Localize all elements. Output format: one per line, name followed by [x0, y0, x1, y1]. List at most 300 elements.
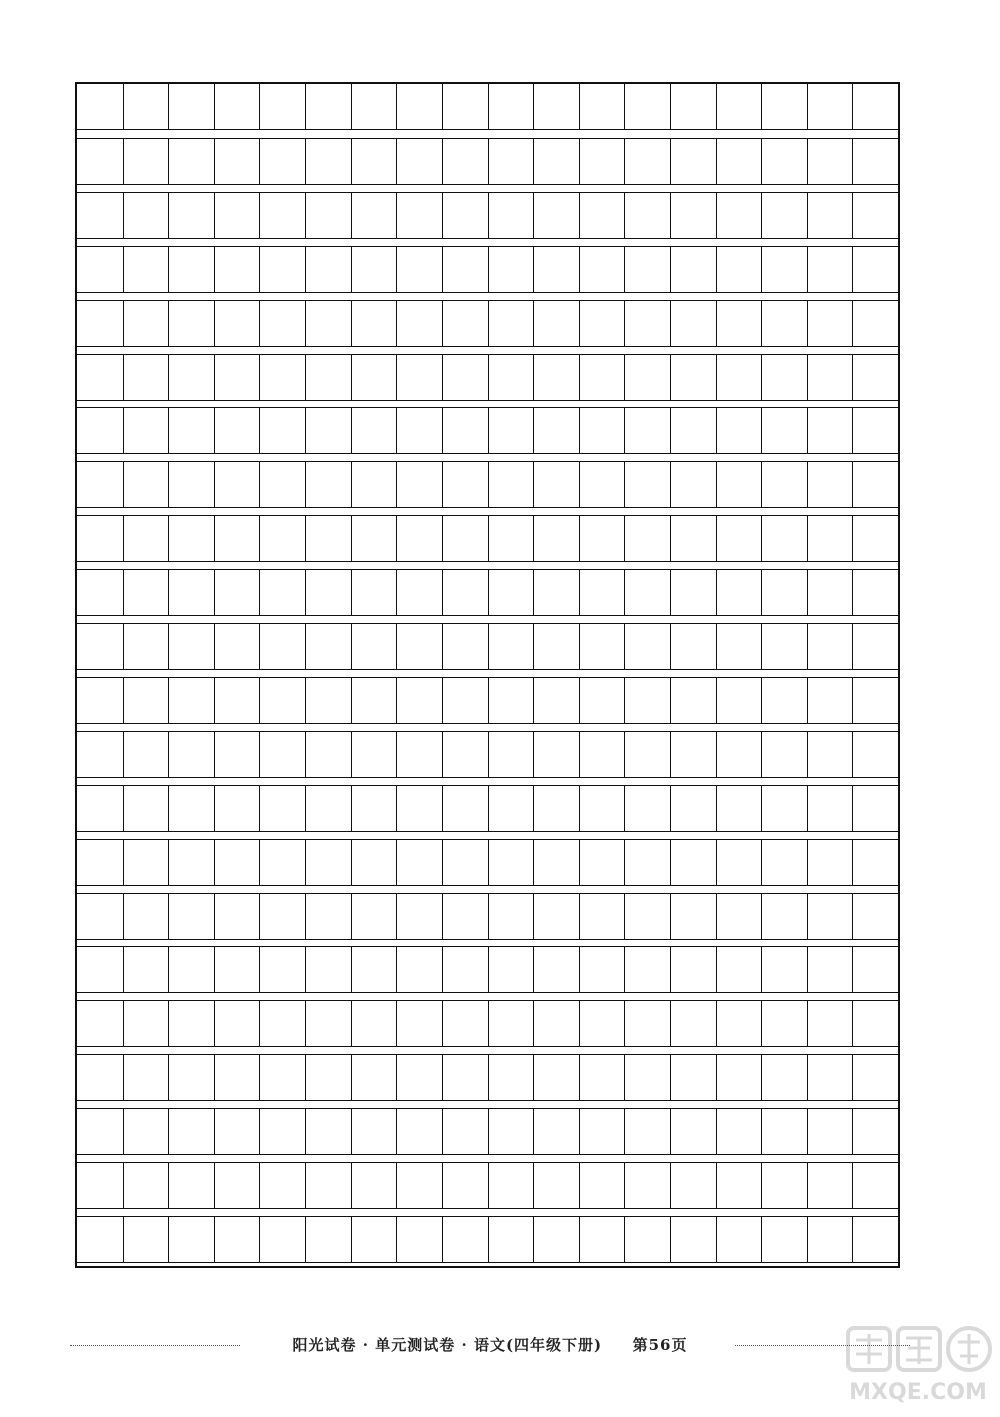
grid-cell [579, 1163, 580, 1208]
grid-cell [852, 624, 853, 669]
grid-cell [807, 1217, 808, 1262]
grid-cell [442, 732, 443, 777]
grid-cell [579, 947, 580, 992]
grid-cell [214, 355, 215, 400]
footer-text [70, 1334, 910, 1355]
grid-cell [670, 408, 671, 453]
grid-cell [168, 193, 169, 238]
grid-row [77, 677, 898, 724]
grid-cell [259, 1055, 260, 1100]
grid-cell [442, 947, 443, 992]
grid-cell [488, 139, 489, 184]
grid-cell [807, 1109, 808, 1154]
grid-cell [807, 732, 808, 777]
grid-cell [396, 894, 397, 939]
grid-cell [351, 139, 352, 184]
grid-cell [168, 678, 169, 723]
grid-cell [533, 1163, 534, 1208]
grid-cell [259, 355, 260, 400]
grid-cell [852, 1109, 853, 1154]
grid-cell [807, 894, 808, 939]
grid-cell [488, 247, 489, 292]
grid-cell [305, 1217, 306, 1262]
grid-cell [624, 408, 625, 453]
grid-cell [670, 1055, 671, 1100]
grid-row [77, 569, 898, 616]
grid-cell [761, 1217, 762, 1262]
grid-cell [624, 193, 625, 238]
grid-cell [259, 1217, 260, 1262]
grid-cell [533, 1055, 534, 1100]
grid-cell [259, 678, 260, 723]
grid-cell [807, 139, 808, 184]
grid-cell [396, 570, 397, 615]
grid-cell [168, 301, 169, 346]
grid-cell [214, 570, 215, 615]
grid-cell [123, 301, 124, 346]
grid-cell [670, 894, 671, 939]
grid-row [77, 300, 898, 347]
grid-row [77, 138, 898, 185]
grid-cell [852, 84, 853, 129]
grid-cell [716, 1055, 717, 1100]
watermark-text: MXQE.COM [849, 1380, 987, 1405]
grid-cell [624, 462, 625, 507]
grid-cell [259, 894, 260, 939]
grid-cell [807, 947, 808, 992]
grid-cell [396, 516, 397, 561]
grid-cell [305, 947, 306, 992]
grid-cell [488, 894, 489, 939]
grid-cell [442, 247, 443, 292]
grid-cell [488, 840, 489, 885]
grid-cell [305, 462, 306, 507]
grid-cell [259, 732, 260, 777]
grid-cell [305, 84, 306, 129]
grid-cell [716, 84, 717, 129]
grid-cell [442, 516, 443, 561]
grid-cell [351, 570, 352, 615]
grid-cell [761, 624, 762, 669]
grid-cell [442, 1217, 443, 1262]
grid-cell [396, 462, 397, 507]
grid-cell [214, 462, 215, 507]
grid-cell [488, 1001, 489, 1046]
grid-cell [259, 247, 260, 292]
grid-cell [396, 732, 397, 777]
grid-cell [123, 1163, 124, 1208]
grid-cell [488, 462, 489, 507]
grid-cell [396, 1109, 397, 1154]
grid-cell [670, 678, 671, 723]
grid-cell [259, 139, 260, 184]
grid-cell [579, 193, 580, 238]
grid-cell [396, 139, 397, 184]
grid-cell [624, 894, 625, 939]
grid-cell [716, 1001, 717, 1046]
grid-cell [123, 570, 124, 615]
grid-cell [351, 678, 352, 723]
grid-cell [852, 301, 853, 346]
grid-cell [214, 1001, 215, 1046]
grid-cell [852, 1001, 853, 1046]
grid-cell [807, 1055, 808, 1100]
grid-cell [351, 1055, 352, 1100]
grid-cell [624, 624, 625, 669]
grid-cell [670, 1217, 671, 1262]
grid-cell [533, 1001, 534, 1046]
grid-cell [670, 1109, 671, 1154]
grid-row [77, 946, 898, 993]
grid-cell [351, 732, 352, 777]
grid-cell [214, 301, 215, 346]
grid-cell [123, 355, 124, 400]
grid-cell [259, 570, 260, 615]
grid-cell [852, 1163, 853, 1208]
grid-cell [214, 1163, 215, 1208]
grid-cell [716, 1217, 717, 1262]
grid-cell [716, 355, 717, 400]
grid-cell [533, 840, 534, 885]
grid-cell [807, 1001, 808, 1046]
grid-row [77, 515, 898, 562]
grid-cell [670, 732, 671, 777]
grid-cell [716, 1109, 717, 1154]
grid-cell [533, 139, 534, 184]
grid-row [77, 1054, 898, 1101]
grid-cell [351, 355, 352, 400]
footer-separator: · [461, 1336, 468, 1354]
grid-cell [442, 193, 443, 238]
grid-cell [761, 786, 762, 831]
grid-cell [305, 624, 306, 669]
grid-row [77, 354, 898, 401]
grid-cell [351, 1217, 352, 1262]
footer-page-label: 第56页 [632, 1336, 688, 1354]
grid-cell [259, 1163, 260, 1208]
grid-cell [761, 1163, 762, 1208]
grid-cell [670, 84, 671, 129]
grid-cell [259, 193, 260, 238]
grid-cell [123, 1001, 124, 1046]
grid-cell [807, 678, 808, 723]
grid-cell [305, 840, 306, 885]
grid-cell [624, 301, 625, 346]
grid-cell [579, 1217, 580, 1262]
grid-cell [761, 1055, 762, 1100]
grid-cell [670, 301, 671, 346]
grid-cell [123, 408, 124, 453]
grid-cell [305, 247, 306, 292]
grid-cell [852, 1055, 853, 1100]
grid-cell [670, 947, 671, 992]
grid-cell [396, 301, 397, 346]
grid-cell [488, 732, 489, 777]
grid-cell [579, 624, 580, 669]
grid-cell [624, 678, 625, 723]
grid-cell [168, 947, 169, 992]
grid-cell [579, 408, 580, 453]
grid-cell [533, 732, 534, 777]
grid-cell [670, 516, 671, 561]
grid-cell [351, 894, 352, 939]
grid-cell [351, 516, 352, 561]
grid-cell [214, 516, 215, 561]
grid-cell [624, 355, 625, 400]
grid-cell [442, 1001, 443, 1046]
grid-cell [305, 732, 306, 777]
grid-cell [396, 840, 397, 885]
grid-cell [624, 1217, 625, 1262]
grid-cell [533, 570, 534, 615]
grid-cell [624, 1055, 625, 1100]
grid-cell [305, 1001, 306, 1046]
grid-cell [168, 462, 169, 507]
grid-cell [396, 624, 397, 669]
grid-cell [533, 516, 534, 561]
grid-cell [396, 1217, 397, 1262]
grid-cell [852, 139, 853, 184]
grid-cell [214, 84, 215, 129]
footer-test-type: 单元测试卷 [375, 1336, 456, 1354]
grid-cell [533, 247, 534, 292]
grid-cell [624, 516, 625, 561]
grid-cell [761, 462, 762, 507]
grid-cell [396, 1001, 397, 1046]
grid-cell [852, 678, 853, 723]
grid-cell [579, 732, 580, 777]
grid-cell [716, 462, 717, 507]
grid-cell [351, 1163, 352, 1208]
grid-cell [214, 193, 215, 238]
grid-cell [852, 840, 853, 885]
grid-cell [214, 624, 215, 669]
grid-cell [579, 516, 580, 561]
grid-cell [168, 1055, 169, 1100]
grid-cell [396, 247, 397, 292]
grid-cell [716, 1163, 717, 1208]
grid-cell [168, 1001, 169, 1046]
grid-cell [396, 408, 397, 453]
grid-cell [168, 1217, 169, 1262]
grid-cell [123, 732, 124, 777]
grid-cell [624, 84, 625, 129]
grid-cell [807, 301, 808, 346]
grid-cell [761, 84, 762, 129]
grid-cell [533, 786, 534, 831]
grid-cell [305, 139, 306, 184]
watermark [838, 1320, 998, 1415]
grid-cell [852, 408, 853, 453]
grid-cell [670, 193, 671, 238]
grid-cell [716, 139, 717, 184]
grid-cell [852, 462, 853, 507]
grid-row [77, 461, 898, 508]
grid-cell [123, 1217, 124, 1262]
grid-cell [624, 247, 625, 292]
grid-cell [716, 786, 717, 831]
grid-cell [168, 139, 169, 184]
grid-cell [396, 355, 397, 400]
grid-cell [214, 894, 215, 939]
grid-cell [488, 1217, 489, 1262]
grid-cell [624, 786, 625, 831]
grid-cell [168, 247, 169, 292]
grid-row [77, 623, 898, 670]
grid-cell [214, 840, 215, 885]
grid-cell [351, 840, 352, 885]
footer-subject: 语文(四年级下册) [473, 1336, 603, 1354]
grid-row [77, 1162, 898, 1209]
grid-cell [351, 462, 352, 507]
grid-cell [579, 786, 580, 831]
grid-cell [852, 732, 853, 777]
grid-cell [214, 1217, 215, 1262]
grid-cell [852, 894, 853, 939]
writing-grid [75, 82, 900, 1268]
grid-cell [579, 840, 580, 885]
grid-cell [214, 786, 215, 831]
grid-row [77, 84, 898, 130]
grid-cell [716, 570, 717, 615]
grid-row [77, 246, 898, 293]
grid-cell [259, 516, 260, 561]
grid-cell [305, 408, 306, 453]
grid-cell [305, 301, 306, 346]
grid-cell [807, 786, 808, 831]
grid-cell [305, 570, 306, 615]
grid-cell [670, 139, 671, 184]
grid-cell [305, 516, 306, 561]
grid-cell [214, 139, 215, 184]
grid-cell [624, 840, 625, 885]
grid-cell [533, 462, 534, 507]
grid-cell [123, 894, 124, 939]
grid-cell [761, 408, 762, 453]
grid-cell [488, 1055, 489, 1100]
grid-cell [579, 355, 580, 400]
grid-cell [123, 1055, 124, 1100]
grid-cell [442, 678, 443, 723]
grid-cell [533, 1109, 534, 1154]
grid-cell [442, 570, 443, 615]
grid-cell [761, 732, 762, 777]
grid-cell [396, 678, 397, 723]
grid-cell [351, 408, 352, 453]
grid-cell [488, 408, 489, 453]
grid-cell [305, 193, 306, 238]
grid-row [77, 893, 898, 940]
grid-cell [123, 84, 124, 129]
grid-cell [533, 1217, 534, 1262]
grid-cell [761, 193, 762, 238]
page-footer [70, 1334, 910, 1358]
grid-cell [761, 516, 762, 561]
grid-cell [123, 193, 124, 238]
grid-cell [168, 732, 169, 777]
grid-cell [670, 624, 671, 669]
grid-cell [351, 84, 352, 129]
grid-cell [214, 732, 215, 777]
grid-cell [852, 193, 853, 238]
grid-cell [488, 570, 489, 615]
grid-cell [259, 840, 260, 885]
answer-book-logo-icon [838, 1320, 998, 1380]
grid-cell [716, 301, 717, 346]
grid-cell [533, 355, 534, 400]
grid-cell [259, 84, 260, 129]
grid-cell [351, 624, 352, 669]
grid-cell [579, 1109, 580, 1154]
grid-cell [305, 678, 306, 723]
grid-cell [123, 678, 124, 723]
grid-cell [761, 894, 762, 939]
grid-cell [533, 678, 534, 723]
grid-cell [442, 301, 443, 346]
grid-row [77, 731, 898, 778]
grid-cell [168, 1163, 169, 1208]
grid-cell [579, 1001, 580, 1046]
grid-cell [214, 1109, 215, 1154]
grid-cell [533, 301, 534, 346]
grid-cell [259, 947, 260, 992]
grid-cell [852, 786, 853, 831]
grid-cell [579, 894, 580, 939]
grid-cell [670, 1001, 671, 1046]
grid-cell [761, 247, 762, 292]
grid-cell [852, 247, 853, 292]
grid-cell [305, 1109, 306, 1154]
grid-cell [488, 1163, 489, 1208]
grid-cell [259, 408, 260, 453]
grid-cell [396, 786, 397, 831]
grid-cell [761, 301, 762, 346]
grid-cell [761, 1109, 762, 1154]
grid-cell [442, 1109, 443, 1154]
grid-cell [305, 355, 306, 400]
grid-cell [579, 678, 580, 723]
grid-cell [442, 786, 443, 831]
grid-cell [716, 408, 717, 453]
footer-series: 阳光试卷 [292, 1336, 357, 1354]
grid-cell [807, 1163, 808, 1208]
grid-cell [624, 1109, 625, 1154]
grid-cell [716, 516, 717, 561]
grid-cell [259, 624, 260, 669]
grid-cell [761, 947, 762, 992]
grid-cell [670, 570, 671, 615]
grid-row [77, 839, 898, 886]
grid-cell [123, 247, 124, 292]
grid-cell [442, 355, 443, 400]
grid-cell [351, 786, 352, 831]
grid-cell [579, 84, 580, 129]
grid-cell [579, 462, 580, 507]
grid-cell [852, 516, 853, 561]
grid-cell [305, 1163, 306, 1208]
grid-cell [761, 355, 762, 400]
grid-cell [168, 355, 169, 400]
grid-cell [624, 732, 625, 777]
grid-cell [716, 947, 717, 992]
grid-cell [442, 1163, 443, 1208]
grid-cell [123, 786, 124, 831]
grid-cell [670, 1163, 671, 1208]
grid-cell [716, 247, 717, 292]
grid-cell [396, 947, 397, 992]
grid-row [77, 785, 898, 832]
grid-cell [670, 247, 671, 292]
